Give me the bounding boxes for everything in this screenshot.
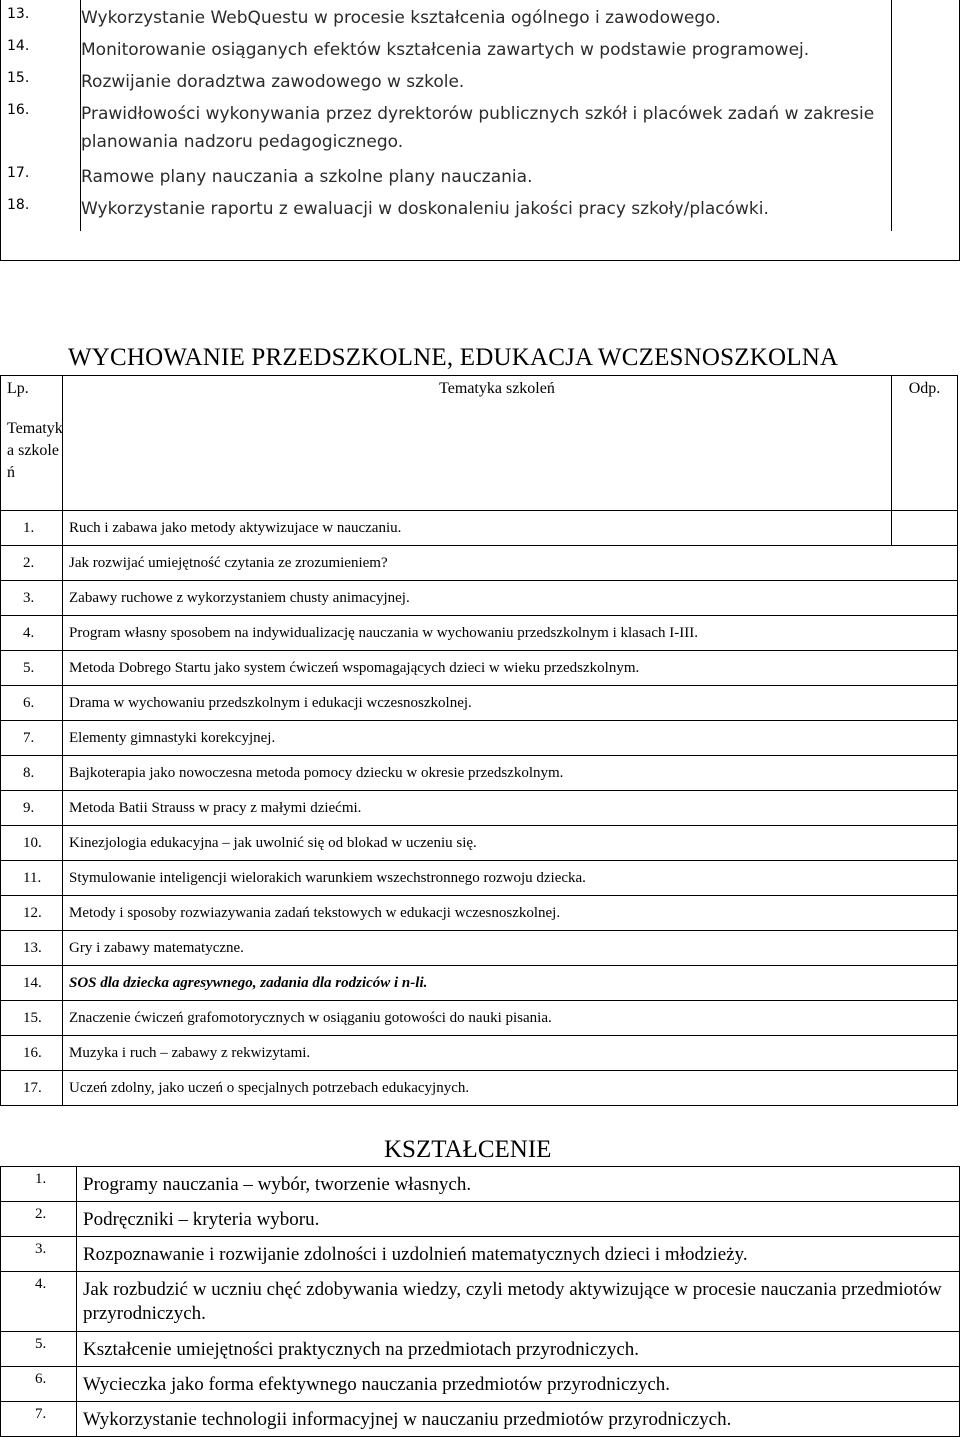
row-topic: Prawidłowości wykonywania przez dyrektorów publicznych szkół i placówek zadań w zakresie planowania nadzoru pedagogicznego. xyxy=(81,96,892,159)
row-topic: Uczeń zdolny, jako uczeń o specjalnych potrzebach edukacyjnych. xyxy=(63,1071,958,1106)
table-row xyxy=(1,1036,958,1071)
row-odp xyxy=(892,0,960,32)
row-number: 13. xyxy=(1,931,63,966)
table-row xyxy=(1,1071,958,1106)
row-number: 17. xyxy=(1,1071,63,1106)
row-number: 12. xyxy=(1,896,63,931)
table-row xyxy=(1,159,960,191)
table-row xyxy=(1,1402,960,1437)
odp-header-cell xyxy=(892,376,958,511)
table-row xyxy=(1,896,958,931)
row-number: 14. xyxy=(1,32,81,64)
row-odp xyxy=(892,159,960,191)
row-topic: Jak rozbudzić w uczniu chęć zdobywania wiedzy, czyli metody aktywizujące w procesie nauczania przedmiotów przyrodniczych. xyxy=(77,1272,960,1332)
table-row xyxy=(1,1001,958,1036)
row-number: 15. xyxy=(1,64,81,96)
lp-header: Lp. xyxy=(7,380,29,397)
row-topic: Znaczenie ćwiczeń grafomotorycznych w osiąganiu gotowości do nauki pisania. xyxy=(63,1001,958,1036)
table-row xyxy=(1,1272,960,1332)
row-topic: Wykorzystanie WebQuestu w procesie kształcenia ogólnego i zawodowego. xyxy=(81,0,892,32)
table-row xyxy=(1,931,958,966)
table-row xyxy=(1,96,960,159)
row-number: 17. xyxy=(1,159,81,191)
row-number: 1. xyxy=(1,511,63,546)
section-title-education: KSZTAŁCENIE xyxy=(384,1136,552,1163)
row-topic: Rozpoznawanie i rozwijanie zdolności i uzdolnień matematycznych dzieci i młodzieży. xyxy=(77,1237,960,1272)
odp-header: Odp. xyxy=(908,380,941,397)
table-row xyxy=(1,826,958,861)
row-topic: Stymulowanie inteligencji wielorakich warunkiem wszechstronnego rozwoju dziecka. xyxy=(63,861,958,896)
table-row xyxy=(1,546,958,581)
table-row xyxy=(1,511,958,546)
preschool-topics-table xyxy=(0,375,958,1106)
row-number: 3. xyxy=(1,1237,77,1272)
table-row xyxy=(1,1332,960,1367)
row-number: 2. xyxy=(1,546,63,581)
table-row xyxy=(1,791,958,826)
row-topic: Podręczniki – kryteria wyboru. xyxy=(77,1202,960,1237)
row-number: 11. xyxy=(1,861,63,896)
row-topic: Drama w wychowaniu przedszkolnym i edukacji wczesnoszkolnej. xyxy=(63,686,958,721)
row-number: 10. xyxy=(1,826,63,861)
row-topic: Wykorzystanie technologii informacyjnej w nauczaniu przedmiotów przyrodniczych. xyxy=(77,1402,960,1437)
row-number: 18. xyxy=(1,191,81,231)
row-number: 13. xyxy=(1,0,81,32)
row-topic: Jak rozwijać umiejętność czytania ze zrozumieniem? xyxy=(63,546,958,581)
row-number: 16. xyxy=(1,1036,63,1071)
table-row xyxy=(1,1202,960,1237)
row-number: 4. xyxy=(1,616,63,651)
row-number: 1. xyxy=(1,1167,77,1202)
row-odp xyxy=(892,511,958,546)
row-topic: Gry i zabawy matematyczne. xyxy=(63,931,958,966)
row-topic: Programy nauczania – wybór, tworzenie własnych. xyxy=(77,1167,960,1202)
row-number: 7. xyxy=(1,1402,77,1437)
row-topic: Elementy gimnastyki korekcyjnej. xyxy=(63,721,958,756)
row-topic: Wycieczka jako forma efektywnego nauczania przedmiotów przyrodniczych. xyxy=(77,1367,960,1402)
row-topic: Ramowe plany nauczania a szkolne plany nauczania. xyxy=(81,159,892,191)
row-number: 16. xyxy=(1,96,81,159)
row-number: 5. xyxy=(1,651,63,686)
section-title-preschool: WYCHOWANIE PRZEDSZKOLNE, EDUKACJA WCZESNOSZKOLNA xyxy=(68,344,839,371)
row-number: 6. xyxy=(1,1367,77,1402)
table-row xyxy=(1,0,960,32)
topic-header: Tematyka szkoleń xyxy=(439,380,555,397)
row-number: 4. xyxy=(1,1272,77,1332)
row-number: 7. xyxy=(1,721,63,756)
row-topic: Bajkoterapia jako nowoczesna metoda pomocy dziecku w okresie przedszkolnym. xyxy=(63,756,958,791)
table-row xyxy=(1,1167,960,1202)
lp-header-cell xyxy=(1,376,63,511)
table-row xyxy=(1,651,958,686)
row-topic: Ruch i zabawa jako metody aktywizujace w nauczaniu. xyxy=(63,511,892,546)
row-number: 14. xyxy=(1,966,63,1001)
preschool-topics-body xyxy=(1,376,958,1106)
education-topics-table xyxy=(0,1166,960,1437)
row-topic: Metoda Dobrego Startu jako system ćwiczeń wspomagających dzieci w wieku przedszkolnym. xyxy=(63,651,958,686)
row-number: 8. xyxy=(1,756,63,791)
row-topic: Monitorowanie osiąganych efektów kształcenia zawartych w podstawie programowej. xyxy=(81,32,892,64)
row-topic: Program własny sposobem na indywidualizację nauczania w wychowaniu przedszkolnym i klasach I-III. xyxy=(63,616,958,651)
row-number: 2. xyxy=(1,1202,77,1237)
table-row xyxy=(1,616,958,651)
table-row xyxy=(1,1237,960,1272)
topic-header-wrapped: Tematyka szkoleń xyxy=(7,420,63,481)
row-number: 6. xyxy=(1,686,63,721)
table-row xyxy=(1,966,958,1001)
row-topic: Metody i sposoby rozwiazywania zadań tekstowych w edukacji wczesnoszkolnej. xyxy=(63,896,958,931)
row-number: 3. xyxy=(1,581,63,616)
row-number: 5. xyxy=(1,1332,77,1367)
row-topic: Zabawy ruchowe z wykorzystaniem chusty animacyjnej. xyxy=(63,581,958,616)
row-topic: SOS dla dziecka agresywnego, zadania dla rodziców i n-li. xyxy=(63,966,958,1001)
table-row xyxy=(1,32,960,64)
row-odp xyxy=(892,64,960,96)
row-number: 15. xyxy=(1,1001,63,1036)
row-topic: Muzyka i ruch – zabawy z rekwizytami. xyxy=(63,1036,958,1071)
row-topic: Kształcenie umiejętności praktycznych na przedmiotach przyrodniczych. xyxy=(77,1332,960,1367)
topic-header-cell xyxy=(63,376,892,511)
table-row xyxy=(1,686,958,721)
row-odp xyxy=(892,191,960,231)
table-row xyxy=(1,581,958,616)
table-row xyxy=(1,861,958,896)
row-topic: Rozwijanie doradztwa zawodowego w szkole. xyxy=(81,64,892,96)
table-row xyxy=(1,756,958,791)
row-odp xyxy=(892,32,960,64)
row-number: 9. xyxy=(1,791,63,826)
table-row xyxy=(1,1367,960,1402)
table-row xyxy=(1,64,960,96)
row-topic: Metoda Batii Strauss w pracy z małymi dziećmi. xyxy=(63,791,958,826)
row-odp xyxy=(892,96,960,159)
education-topics-body xyxy=(1,1167,960,1437)
table-row xyxy=(1,721,958,756)
row-topic: Wykorzystanie raportu z ewaluacji w doskonaleniu jakości pracy szkoły/placówki. xyxy=(81,191,892,231)
table-header-row xyxy=(1,376,958,511)
table-row xyxy=(1,191,960,231)
top-topics-body xyxy=(1,0,960,231)
top-topics-table xyxy=(0,0,960,231)
row-topic: Kinezjologia edukacyjna – jak uwolnić się od blokad w uczeniu się. xyxy=(63,826,958,861)
